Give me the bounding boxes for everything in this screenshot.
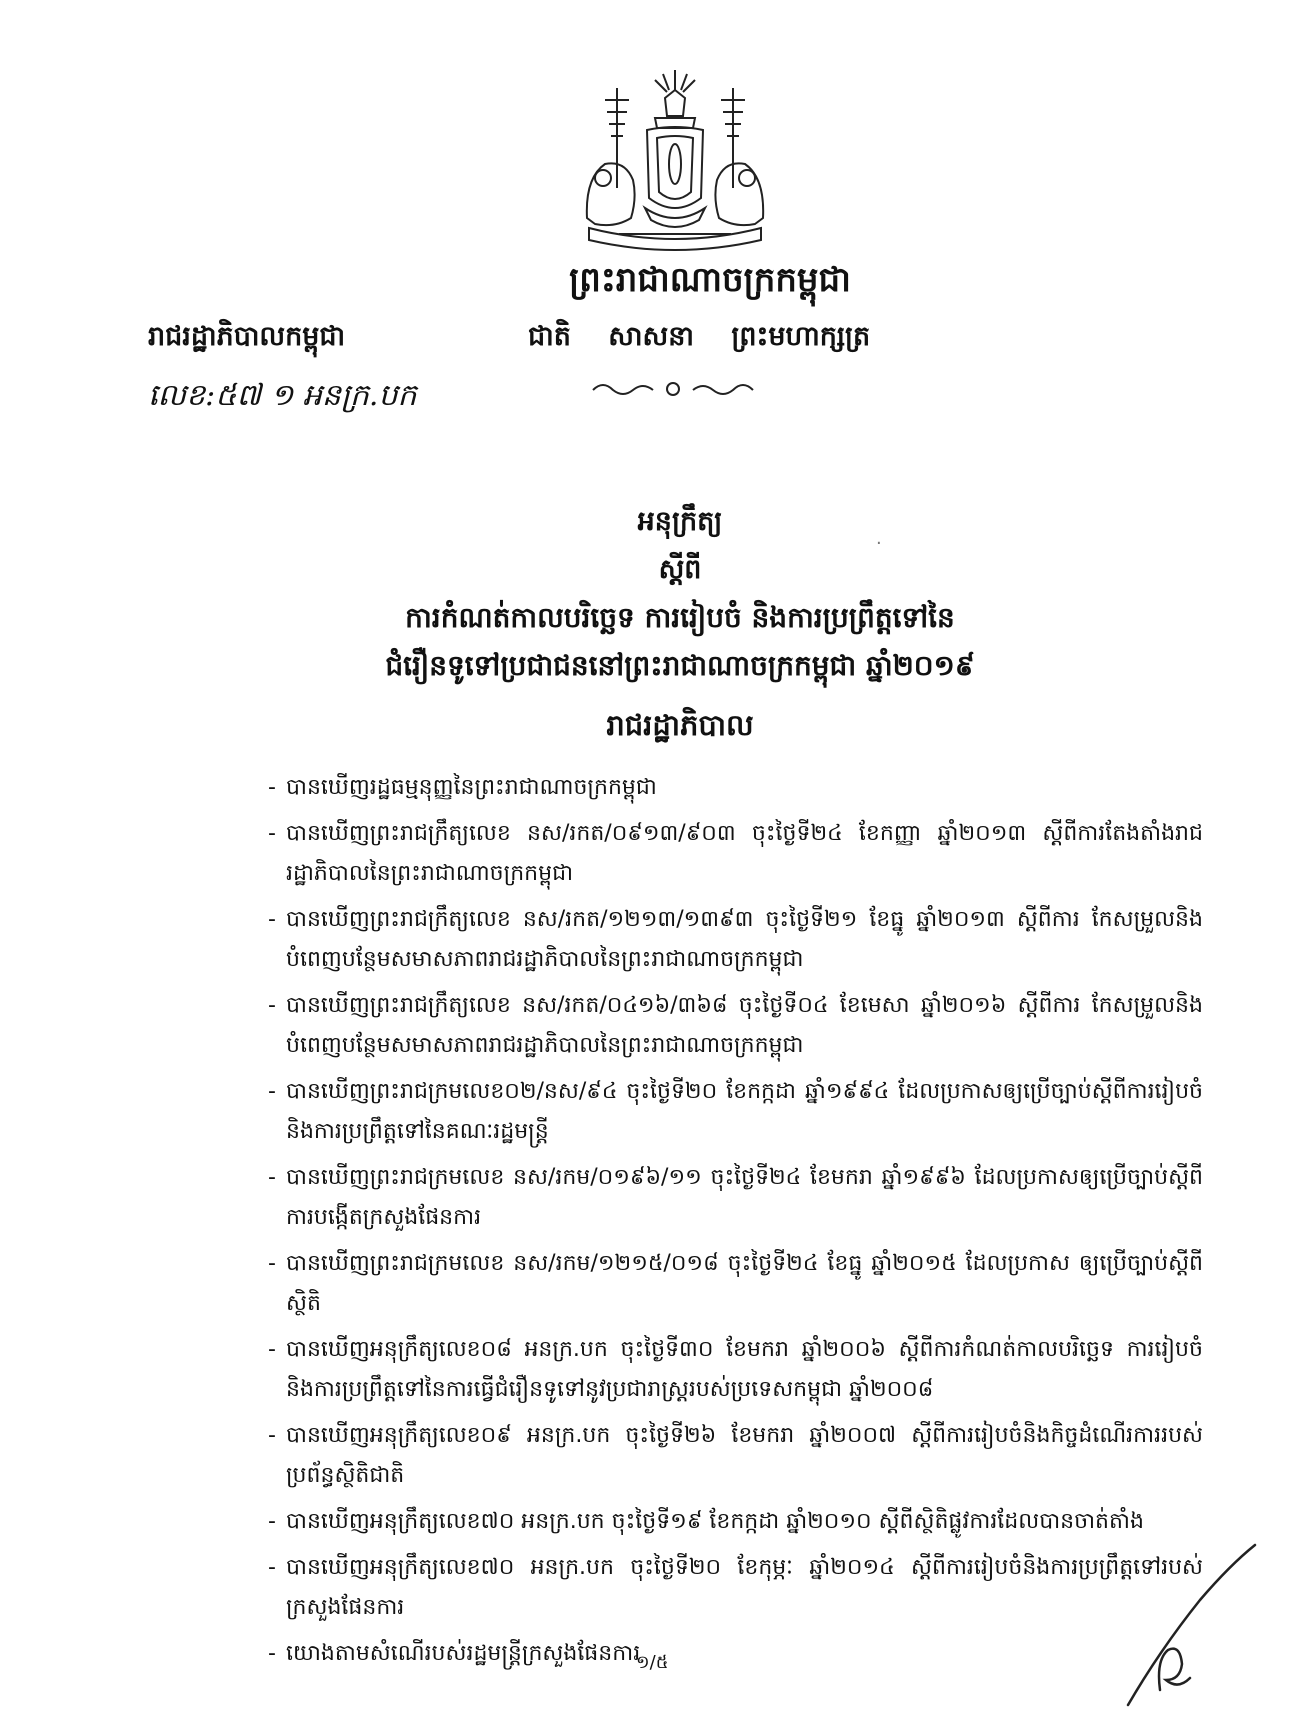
royal-coat-of-arms-icon: [575, 68, 775, 253]
list-item: - បានឃើញព្រះរាជក្រឹត្យលេខ នស/រកត/១២១៣/១៣៩៣ ចុះថ្ងៃទី២១ ខែធ្នូ ឆ្នាំ២០១៣ ស្តីពីការ កែសម្រួលនិងបំពេញបន្ថែមសមាសភាពរាជរដ្ឋាភិបាលនៃព្រះរាជាណាចក្រកម្ពុជា: [268, 900, 1203, 980]
scan-speck: .: [876, 528, 882, 549]
list-item: - បានឃើញព្រះរាជក្រឹត្យលេខ នស/រកត/០៤១៦/៣៦៨ ចុះថ្ងៃទី០៤ ខែមេសា ឆ្នាំ២០១៦ ស្តីពីការ កែសម្រួលនិងបំពេញបន្ថែមសមាសភាពរាជរដ្ឋាភិបាលនៃព្រះរាជាណាចក្រកម្ពុជា: [268, 986, 1203, 1066]
bullet-dash: -: [268, 1423, 276, 1448]
bullet-dash: -: [268, 1641, 276, 1666]
bullet-dash: -: [268, 1251, 276, 1276]
kingdom-heading: ព្រះរាជាណាចក្រកម្ពុជា: [569, 260, 851, 300]
about-label: ស្តីពី: [658, 554, 702, 585]
page-number: ១/៥: [636, 1652, 669, 1673]
preamble-list: [268, 768, 1203, 1680]
title-line-2: ជំរឿនទូទៅប្រជាជននៅព្រះរាជាណាចក្រកម្ពុជា ឆ្នាំ២០១៩: [385, 649, 975, 682]
handwritten-signature-icon: [1120, 1540, 1260, 1710]
bullet-dash: -: [268, 775, 276, 800]
bullet-dash: -: [268, 1337, 276, 1362]
list-item: - បានឃើញព្រះរាជក្រមលេខ០២/នស/៩៤ ចុះថ្ងៃទី២០ ខែកក្កដា ឆ្នាំ១៩៩៤ ដែលប្រកាសឲ្យប្រើច្បាប់ស្តីពីការរៀបចំនិងការប្រព្រឹត្តទៅនៃគណៈរដ្ឋមន្ត្រី: [268, 1072, 1203, 1152]
bullet-dash: -: [268, 993, 276, 1018]
government-label: រាជរដ្ឋាភិបាលកម្ពុជា: [148, 321, 346, 352]
list-item: - បានឃើញព្រះរាជក្រមលេខ នស/រកម/០១៩៦/១១ ចុះថ្ងៃទី២៤ ខែមករា ឆ្នាំ១៩៩៦ ដែលប្រកាសឲ្យប្រើច្បាប់ស្តីពីការបង្កើតក្រសួងផែនការ: [268, 1158, 1203, 1238]
list-item: - បានឃើញរដ្ឋធម្មនុញ្ញនៃព្រះរាជាណាចក្រកម្ពុជា: [268, 768, 1203, 808]
bullet-dash: -: [268, 1555, 276, 1580]
list-item: - បានឃើញព្រះរាជក្រឹត្យលេខ នស/រកត/០៩១៣/៩០៣ ចុះថ្ងៃទី២៤ ខែកញ្ញា ឆ្នាំ២០១៣ ស្តីពីការតែងតាំងរាជរដ្ឋាភិបាលនៃព្រះរាជាណាចក្រកម្ពុជា: [268, 814, 1203, 894]
issuer-heading: រាជរដ្ឋាភិបាល: [606, 708, 754, 742]
title-line-1: ការកំណត់កាលបរិច្ឆេទ ការរៀបចំ និងការប្រព្រឹត្តទៅនៃ: [405, 601, 955, 634]
list-item: - បានឃើញអនុក្រឹត្យលេខ៧០ អនក្រ.បក ចុះថ្ងៃទី២០ ខែកុម្ភៈ ឆ្នាំ២០១៤ ស្តីពីការរៀបចំនិងការប្រព្រឹត្តទៅរបស់ក្រសួងផែនការ: [268, 1548, 1203, 1628]
document-type: អនុក្រឹត្យ: [637, 506, 723, 537]
bullet-dash: -: [268, 1165, 276, 1190]
list-item: - បានឃើញអនុក្រឹត្យលេខ០៩ អនក្រ.បក ចុះថ្ងៃទី២៦ ខែមករា ឆ្នាំ២០០៧ ស្តីពីការរៀបចំនិងកិច្ចដំណើរការរបស់ប្រព័ន្ធស្ថិតិជាតិ: [268, 1416, 1203, 1496]
bullet-dash: -: [268, 1509, 276, 1534]
national-motto: ជាតិ សាសនា ព្រះមហាក្សត្រ: [528, 321, 871, 352]
list-item: - បានឃើញព្រះរាជក្រមលេខ នស/រកម/១២១៥/០១៨ ចុះថ្ងៃទី២៤ ខែធ្នូ ឆ្នាំ២០១៥ ដែលប្រកាស ឲ្យប្រើច្បាប់ស្តីពីស្ថិតិ: [268, 1244, 1203, 1324]
bullet-dash: -: [268, 821, 276, 846]
bullet-dash: -: [268, 1079, 276, 1104]
reference-number: លេខ:៥៧ ១ អនក្រ.បក: [148, 378, 417, 413]
list-item: - យោងតាមសំណើរបស់រដ្ឋមន្ត្រីក្រសួងផែនការ: [268, 1634, 1203, 1674]
list-item: - បានឃើញអនុក្រឹត្យលេខ៧០ អនក្រ.បក ចុះថ្ងៃទី១៩ ខែកក្កដា ឆ្នាំ២០១០ ស្តីពីស្ថិតិផ្លូវការដែលបានចាត់តាំង: [268, 1502, 1203, 1542]
bullet-dash: -: [268, 907, 276, 932]
list-item: - បានឃើញអនុក្រឹត្យលេខ០៨ អនក្រ.បក ចុះថ្ងៃទី៣០ ខែមករា ឆ្នាំ២០០៦ ស្តីពីការកំណត់កាលបរិច្ឆេទ ការរៀបចំ និងការប្រព្រឹត្តទៅនៃការធ្វើជំរឿនទូទៅនូវប្រជារាស្ត្ររបស់ប្រទេសកម្ពុជា ឆ្នាំ២០០៨: [268, 1330, 1203, 1410]
flourish-ornament-icon: [588, 378, 758, 400]
